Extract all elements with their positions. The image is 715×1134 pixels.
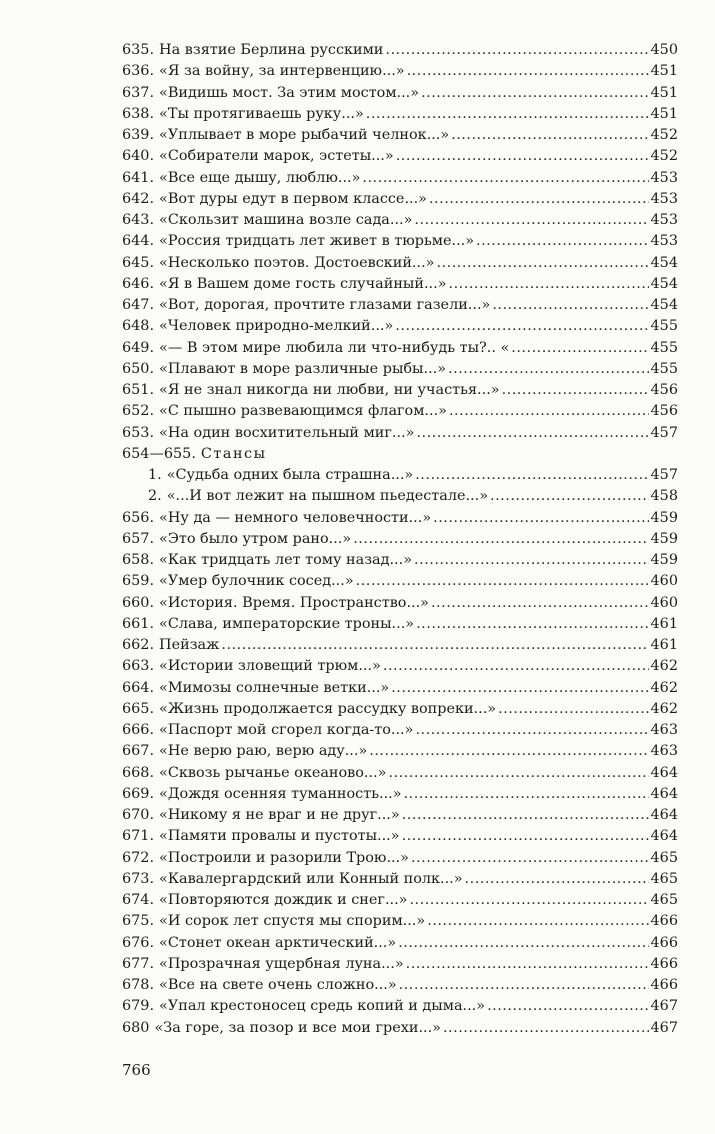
entry-page-number: 452 bbox=[650, 127, 678, 143]
entry-title: «Я за войну, за интервенцию...» bbox=[159, 63, 405, 80]
entry-page-number: 453 bbox=[650, 212, 678, 228]
entry-number: 653. bbox=[122, 424, 155, 441]
entry-number: 679. bbox=[122, 998, 155, 1015]
toc-entry bbox=[122, 125, 678, 146]
entry-page-number: 456 bbox=[650, 403, 678, 420]
toc-entry bbox=[122, 316, 678, 337]
dot-leader bbox=[406, 954, 649, 975]
entry-number: 660. bbox=[122, 594, 155, 611]
dot-leader bbox=[511, 338, 648, 359]
entry-title: «Построили и разорили Трою...» bbox=[159, 849, 409, 866]
dot-leader bbox=[383, 656, 649, 677]
entry-page-number: 458 bbox=[650, 488, 678, 505]
entry-title: «Прозрачная ущербная луна...» bbox=[159, 955, 404, 972]
entry-number: 676. bbox=[122, 934, 155, 951]
entry-page-number: 455 bbox=[650, 339, 678, 356]
entry-title: «Как тридцать лет тому назад...» bbox=[159, 552, 413, 568]
dot-leader bbox=[427, 911, 648, 932]
entry-title: «Я в Вашем доме гость случайный...» bbox=[159, 275, 447, 292]
entry-number: 649. bbox=[122, 339, 155, 356]
dot-leader bbox=[356, 571, 649, 592]
entry-page-number: 455 bbox=[650, 360, 678, 377]
entry-title: «За горе, за позор и все мои грехи...» bbox=[154, 1019, 441, 1036]
entry-number: 677. bbox=[122, 955, 155, 972]
dot-leader bbox=[436, 253, 648, 274]
dot-leader bbox=[492, 295, 648, 316]
toc-entry bbox=[122, 699, 678, 720]
entry-title: «Видишь мост. За этим мостом...» bbox=[159, 84, 420, 101]
entry-page-number: 465 bbox=[650, 892, 678, 908]
entry-page-number: 464 bbox=[650, 828, 678, 845]
entry-title: «...И вот лежит на пышном пьедестале...» bbox=[166, 488, 489, 505]
toc-entry bbox=[122, 635, 678, 656]
entry-number: 657. bbox=[122, 530, 155, 547]
entry-number: 638. bbox=[122, 105, 155, 122]
dot-leader bbox=[487, 996, 648, 1017]
toc-entry bbox=[122, 1018, 678, 1039]
toc-entry bbox=[122, 465, 678, 486]
toc-entry bbox=[122, 678, 678, 699]
entry-number: 651. bbox=[122, 382, 155, 398]
entry-title: «История. Время. Пространство...» bbox=[159, 594, 429, 611]
dot-leader bbox=[353, 529, 648, 550]
entry-title: «С пышно развевающимся флагом...» bbox=[159, 403, 447, 420]
entry-page-number: 453 bbox=[650, 190, 678, 207]
entry-title: «Мимозы солнечные ветки...» bbox=[159, 679, 390, 696]
entry-page-number: 460 bbox=[650, 573, 678, 590]
page-number: 766 bbox=[122, 1061, 151, 1079]
entry-number: 656. bbox=[122, 509, 155, 526]
entry-number: 652. bbox=[122, 403, 155, 420]
entry-page-number: 461 bbox=[650, 637, 678, 653]
toc-entry bbox=[122, 529, 678, 550]
entry-number: 671. bbox=[122, 828, 155, 845]
toc-entry bbox=[122, 423, 678, 444]
dot-leader bbox=[431, 593, 649, 614]
table-of-contents bbox=[122, 40, 678, 1039]
entry-title: «Истории зловещий трюм...» bbox=[159, 658, 381, 675]
toc-entry bbox=[122, 869, 678, 890]
toc-entry bbox=[122, 359, 678, 380]
entry-number: 642. bbox=[122, 190, 155, 207]
entry-number: 648. bbox=[122, 318, 155, 335]
entry-page-number: 451 bbox=[650, 84, 678, 101]
entry-number: 663. bbox=[122, 658, 155, 675]
dot-leader bbox=[498, 699, 648, 720]
dot-leader bbox=[404, 784, 649, 805]
toc-entry bbox=[122, 401, 678, 422]
entry-number: 670. bbox=[122, 807, 155, 823]
entry-page-number: 466 bbox=[650, 955, 678, 972]
toc-entry bbox=[122, 83, 678, 104]
entry-number: 675. bbox=[122, 913, 155, 930]
entry-title: «Слава, императорские троны...» bbox=[159, 615, 415, 632]
toc-entry bbox=[122, 911, 678, 932]
entry-number: 637. bbox=[122, 84, 155, 101]
entry-number: 662. bbox=[122, 637, 155, 653]
dot-leader bbox=[502, 380, 649, 401]
entry-page-number: 466 bbox=[650, 977, 678, 993]
dot-leader bbox=[409, 890, 648, 911]
entry-title: «Дождя осенняя туманность...» bbox=[159, 785, 402, 802]
dot-leader bbox=[402, 826, 649, 847]
dot-leader bbox=[490, 486, 649, 507]
toc-entry bbox=[122, 720, 678, 741]
toc-entry bbox=[122, 146, 678, 167]
entry-number: 672. bbox=[122, 849, 155, 866]
toc-entry bbox=[122, 486, 678, 507]
entry-number: 644. bbox=[122, 233, 155, 250]
dot-leader bbox=[402, 805, 649, 826]
dot-leader bbox=[448, 359, 648, 380]
dot-leader bbox=[221, 635, 648, 656]
dot-leader bbox=[366, 104, 649, 125]
entry-page-number: 450 bbox=[650, 42, 678, 58]
entry-number: 674. bbox=[122, 892, 155, 908]
toc-entry bbox=[122, 848, 678, 869]
toc-entry bbox=[122, 40, 678, 61]
dot-leader bbox=[449, 274, 649, 295]
entry-title: «Сквозь рычанье океаново...» bbox=[159, 764, 387, 781]
entry-title: «Это было утром рано...» bbox=[159, 530, 352, 547]
entry-page-number: 467 bbox=[650, 1019, 678, 1036]
entry-title: «Человек природно-мелкий...» bbox=[159, 318, 394, 335]
entry-number: 641. bbox=[122, 169, 155, 186]
toc-entry bbox=[122, 274, 678, 295]
entry-page-number: 453 bbox=[650, 169, 678, 186]
entry-number: 654—655. bbox=[122, 445, 196, 462]
toc-entry bbox=[122, 61, 678, 82]
entry-number: 659. bbox=[122, 573, 155, 590]
entry-page-number: 463 bbox=[650, 722, 678, 738]
toc-entry bbox=[122, 508, 678, 529]
entry-number: 640. bbox=[122, 148, 155, 165]
entry-number: 2. bbox=[148, 488, 162, 505]
toc-entry bbox=[122, 826, 678, 847]
entry-page-number: 455 bbox=[650, 318, 678, 335]
toc-entry bbox=[122, 295, 678, 316]
dot-leader bbox=[399, 975, 649, 996]
dot-leader bbox=[416, 614, 648, 635]
dot-leader bbox=[465, 869, 649, 890]
dot-leader bbox=[385, 40, 648, 61]
entry-page-number: 459 bbox=[650, 509, 678, 526]
entry-number: 669. bbox=[122, 785, 155, 802]
toc-entry bbox=[122, 614, 678, 635]
entry-number: 635. bbox=[122, 42, 155, 58]
entry-number: 643. bbox=[122, 212, 155, 228]
dot-leader bbox=[415, 720, 648, 741]
entry-number: 668. bbox=[122, 764, 155, 781]
entry-title: «Упал крестоносец средь копий и дыма...» bbox=[159, 998, 486, 1015]
entry-page-number: 465 bbox=[650, 849, 678, 866]
entry-number: 673. bbox=[122, 870, 155, 887]
entry-title: «Жизнь продолжается рассудку вопреки...» bbox=[159, 700, 497, 717]
toc-entry bbox=[122, 763, 678, 784]
dot-leader bbox=[398, 933, 648, 954]
entry-number: 665. bbox=[122, 700, 155, 717]
toc-entry bbox=[122, 380, 678, 401]
entry-title: «Я не знал никогда ни любви, ни участья...» bbox=[159, 382, 500, 398]
entry-page-number: 464 bbox=[650, 785, 678, 802]
entry-page-number: 451 bbox=[650, 63, 678, 80]
entry-page-number: 460 bbox=[650, 594, 678, 611]
entry-title: «Не верю раю, верю аду...» bbox=[159, 743, 368, 760]
entry-page-number: 454 bbox=[650, 254, 678, 271]
dot-leader bbox=[451, 125, 648, 146]
dot-leader bbox=[449, 401, 649, 422]
entry-title: «Повторяются дождик и снег...» bbox=[159, 892, 408, 908]
entry-page-number: 459 bbox=[650, 530, 678, 547]
entry-page-number: 462 bbox=[650, 658, 678, 675]
entry-page-number: 457 bbox=[650, 467, 678, 483]
dot-leader bbox=[362, 168, 648, 189]
dot-leader bbox=[395, 316, 648, 337]
entry-page-number: 466 bbox=[650, 934, 678, 951]
entry-number: 1. bbox=[148, 467, 162, 483]
entry-page-number: 464 bbox=[650, 807, 678, 823]
entry-page-number: 457 bbox=[650, 424, 678, 441]
entry-page-number: 465 bbox=[650, 870, 678, 887]
toc-entry bbox=[122, 338, 678, 359]
entry-page-number: 453 bbox=[650, 233, 678, 250]
dot-leader bbox=[411, 848, 649, 869]
entry-number: 666. bbox=[122, 722, 155, 738]
toc-entry bbox=[122, 550, 678, 571]
toc-entry bbox=[122, 933, 678, 954]
toc-entry bbox=[122, 784, 678, 805]
dot-leader bbox=[415, 465, 648, 486]
dot-leader bbox=[388, 763, 648, 784]
entry-title: «Вот, дорогая, прочтите глазами газели...» bbox=[159, 297, 491, 313]
entry-title: «Собиратели марок, эстеты...» bbox=[159, 148, 394, 165]
entry-title: «Умер булочник сосед...» bbox=[159, 573, 354, 590]
entry-number: 661. bbox=[122, 615, 155, 632]
dot-leader bbox=[391, 678, 648, 699]
toc-entry bbox=[122, 656, 678, 677]
entry-page-number: 467 bbox=[650, 998, 678, 1015]
entry-title: На взятие Берлина русскими bbox=[159, 42, 384, 58]
entry-title: «Кавалергардский или Конный полк...» bbox=[159, 870, 463, 887]
toc-entry bbox=[122, 890, 678, 911]
entry-number: 647. bbox=[122, 297, 155, 313]
entry-page-number: 456 bbox=[650, 382, 678, 398]
entry-page-number: 462 bbox=[650, 679, 678, 696]
entry-page-number: 454 bbox=[650, 297, 678, 313]
toc-entry bbox=[122, 571, 678, 592]
dot-leader bbox=[414, 210, 648, 231]
dot-leader bbox=[416, 423, 648, 444]
entry-title: «Вот дуры едут в первом классе...» bbox=[159, 190, 427, 207]
entry-number: 646. bbox=[122, 275, 155, 292]
entry-title: «Россия тридцать лет живет в тюрьме...» bbox=[159, 233, 475, 250]
entry-page-number: 466 bbox=[650, 913, 678, 930]
toc-entry bbox=[122, 741, 678, 762]
entry-title: Пейзаж bbox=[159, 637, 220, 653]
entry-title: «И сорок лет спустя мы спорим...» bbox=[159, 913, 426, 930]
entry-page-number: 464 bbox=[650, 764, 678, 781]
entry-number: 658. bbox=[122, 552, 155, 568]
entry-number: 678. bbox=[122, 977, 155, 993]
toc-entry bbox=[122, 189, 678, 210]
entry-page-number: 459 bbox=[650, 552, 678, 568]
dot-leader bbox=[443, 1018, 649, 1039]
entry-title: «Стонет океан арктический...» bbox=[159, 934, 397, 951]
toc-entry bbox=[122, 975, 678, 996]
entry-title: «Паспорт мой сгорел когда-то...» bbox=[159, 722, 414, 738]
dot-leader bbox=[369, 741, 648, 762]
entry-number: 636. bbox=[122, 63, 155, 80]
entry-title: «— В этом мире любила ли что-нибудь ты?.. « bbox=[159, 339, 510, 356]
entry-page-number: 452 bbox=[650, 148, 678, 165]
entry-title: «Памяти провалы и пустоты...» bbox=[159, 828, 400, 845]
dot-leader bbox=[429, 189, 649, 210]
entry-page-number: 454 bbox=[650, 275, 678, 292]
entry-title: «Все еще дышу, люблю...» bbox=[159, 169, 361, 186]
dot-leader bbox=[414, 550, 649, 571]
dot-leader bbox=[476, 231, 649, 252]
toc-entry bbox=[122, 954, 678, 975]
entry-page-number: 461 bbox=[650, 615, 678, 632]
entry-number: 645. bbox=[122, 254, 155, 271]
entry-title: «Судьба одних была страшна...» bbox=[166, 467, 414, 483]
dot-leader bbox=[396, 146, 649, 167]
entry-title: «Ты протягиваешь руку...» bbox=[159, 105, 364, 122]
entry-title: «Уплывает в море рыбачий челнок...» bbox=[159, 127, 450, 143]
entry-number: 667. bbox=[122, 743, 155, 760]
entry-page-number: 463 bbox=[650, 743, 678, 760]
entry-title: «Все на свете очень сложно...» bbox=[159, 977, 397, 993]
entry-title: «Ну да — немного человечности...» bbox=[159, 509, 432, 526]
toc-entry bbox=[122, 996, 678, 1017]
entry-title: «На один восхитительный миг...» bbox=[159, 424, 415, 441]
entry-page-number: 451 bbox=[650, 105, 678, 122]
toc-entry bbox=[122, 253, 678, 274]
dot-leader bbox=[421, 83, 648, 104]
entry-title: «Плавают в море различные рыбы...» bbox=[159, 360, 447, 377]
toc-entry bbox=[122, 444, 678, 465]
dot-leader bbox=[407, 61, 649, 82]
entry-page-number: 462 bbox=[650, 700, 678, 717]
toc-entry bbox=[122, 210, 678, 231]
toc-entry bbox=[122, 168, 678, 189]
entry-number: 639. bbox=[122, 127, 155, 143]
entry-title: «Несколько поэтов. Достоевский...» bbox=[159, 254, 435, 271]
entry-number: 664. bbox=[122, 679, 155, 696]
entry-title: Стансы bbox=[200, 445, 267, 462]
entry-title: «Скользит машина возле сада...» bbox=[159, 212, 413, 228]
dot-leader bbox=[433, 508, 648, 529]
toc-entry bbox=[122, 593, 678, 614]
toc-entry bbox=[122, 805, 678, 826]
toc-entry bbox=[122, 104, 678, 125]
entry-number: 650. bbox=[122, 360, 155, 377]
entry-title: «Никому я не враг и не друг...» bbox=[159, 807, 400, 823]
entry-number: 680 bbox=[122, 1019, 150, 1036]
toc-entry bbox=[122, 231, 678, 252]
